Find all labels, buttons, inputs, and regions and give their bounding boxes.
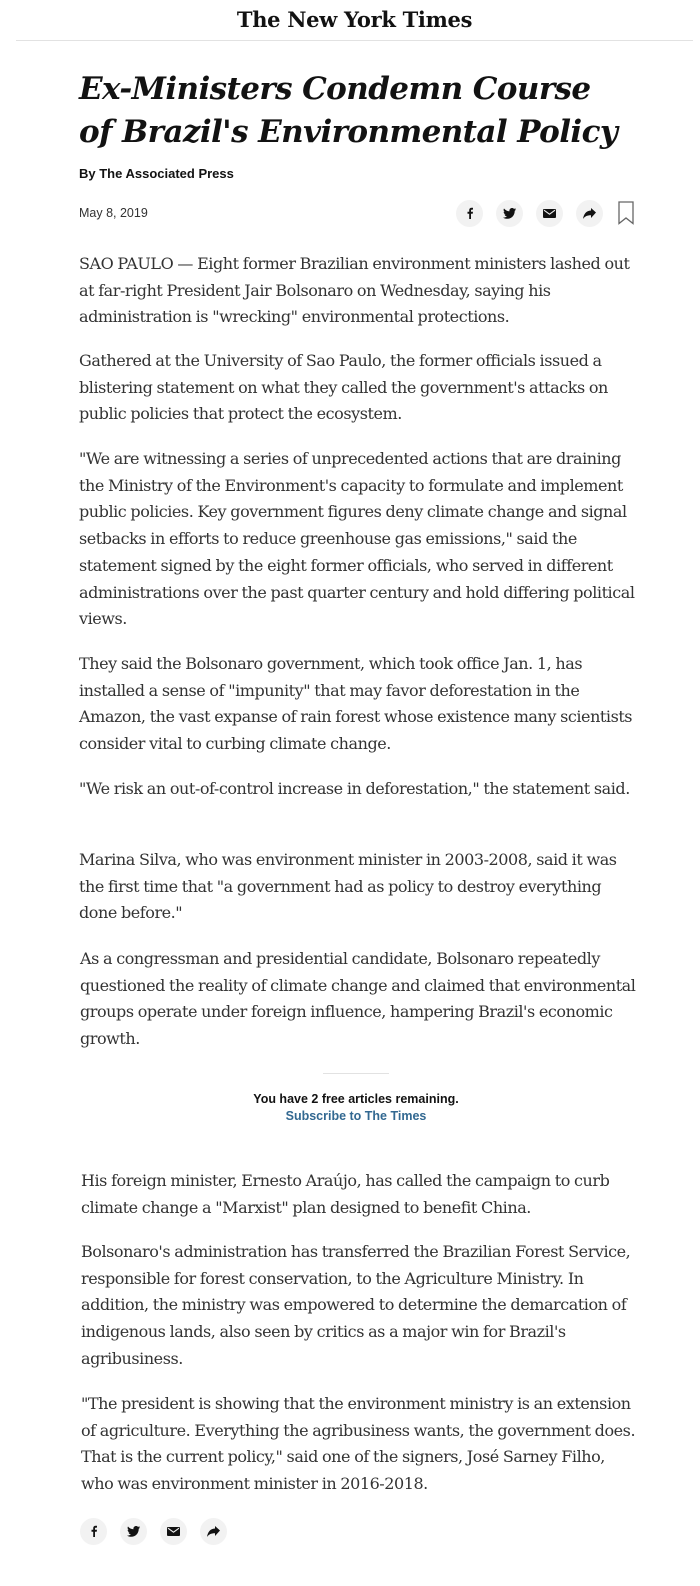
article-paragraph: His foreign minister, Ernesto Araújo, has called the campaign to curb climate change a "Marxist" plan designed to benefit China. xyxy=(81,1171,610,1217)
email-share-button[interactable] xyxy=(160,1518,187,1545)
publish-date: May 8, 2019 xyxy=(79,206,148,220)
twitter-share-button[interactable] xyxy=(496,200,523,227)
share-toolbar-top xyxy=(456,199,636,227)
subscribe-link[interactable]: Subscribe to The Times xyxy=(285,1109,427,1123)
share-icon xyxy=(207,1526,220,1537)
facebook-icon xyxy=(88,1525,100,1537)
more-share-button[interactable] xyxy=(200,1518,227,1545)
email-icon xyxy=(167,1527,180,1536)
article-paragraph: "The president is showing that the environment ministry is an extension of agriculture. Everything the agribusiness wants, the government does. That is the current policy," said one of the signers, José Sarney Filho, who was environment minister in 2016-2018. xyxy=(81,1394,636,1494)
article-headline xyxy=(79,68,639,154)
article-paragraph: "We risk an out-of-control increase in deforestation," the statement said. xyxy=(79,779,630,798)
article-paragraph: Gathered at the University of Sao Paulo, the former officials issued a blistering statement on what they called the government's attacks on public policies that protect the ecosystem. xyxy=(79,351,608,424)
free-articles-remaining: You have 2 free articles remaining. xyxy=(253,1092,459,1106)
article-paragraph: As a congressman and presidential candidate, Bolsonaro repeatedly questioned the reality of climate change and claimed that environmental groups operate under foreign influence, hampering Brazil's economic growth. xyxy=(80,949,636,1049)
save-article-button[interactable] xyxy=(616,200,636,227)
headline-line-2: of Brazil's Environmental Policy xyxy=(79,114,618,150)
twitter-icon xyxy=(503,208,516,219)
email-icon xyxy=(543,209,556,218)
more-share-button[interactable] xyxy=(576,200,603,227)
article-paragraph: They said the Bolsonaro government, which took office Jan. 1, has installed a sense of "impunity" that may favor deforestation in the Amazon, the vast expanse of rain forest whose existence many scientists consider vital to curbing climate change. xyxy=(79,654,633,754)
article-paragraph: Marina Silva, who was environment minister in 2003-2008, said it was the first time that "a government had as policy to destroy everything done before." xyxy=(79,850,617,923)
twitter-icon xyxy=(127,1526,140,1537)
email-share-button[interactable] xyxy=(536,200,563,227)
article-paragraph: SAO PAULO — Eight former Brazilian environment ministers lashed out at far-right President Jair Bolsonaro on Wednesday, saying his administration is "wrecking" environmental protections. xyxy=(79,254,630,327)
facebook-share-button[interactable] xyxy=(456,200,483,227)
share-toolbar-bottom xyxy=(80,1517,227,1545)
facebook-share-button[interactable] xyxy=(80,1518,107,1545)
headline-line-1: Ex-Ministers Condemn Course xyxy=(79,71,591,107)
article-paragraph: Bolsonaro's administration has transferred the Brazilian Forest Service, responsible for forest conservation, to the Agriculture Ministry. In addition, the ministry was empowered to determine the demarcation of indigenous lands, also seen by critics as a major win for Brazil's agribusiness. xyxy=(81,1242,631,1368)
facebook-icon xyxy=(464,207,476,219)
article-paragraph: "We are witnessing a series of unprecedented actions that are draining the Ministry of the Environment's capacity to formulate and implement public policies. Key government figures deny climate change and signal setbacks in efforts to reduce greenhouse gas emissions," said the statement signed by the eight former officials, who served in different administrations over the past quarter century and hold differing political views. xyxy=(79,449,635,629)
paywall-divider xyxy=(323,1073,389,1074)
masthead xyxy=(16,0,693,41)
bookmark-icon xyxy=(618,201,634,225)
twitter-share-button[interactable] xyxy=(120,1518,147,1545)
nyt-logo[interactable]: The New York Times xyxy=(236,7,473,32)
share-icon xyxy=(583,208,596,219)
byline: By The Associated Press xyxy=(79,166,234,181)
